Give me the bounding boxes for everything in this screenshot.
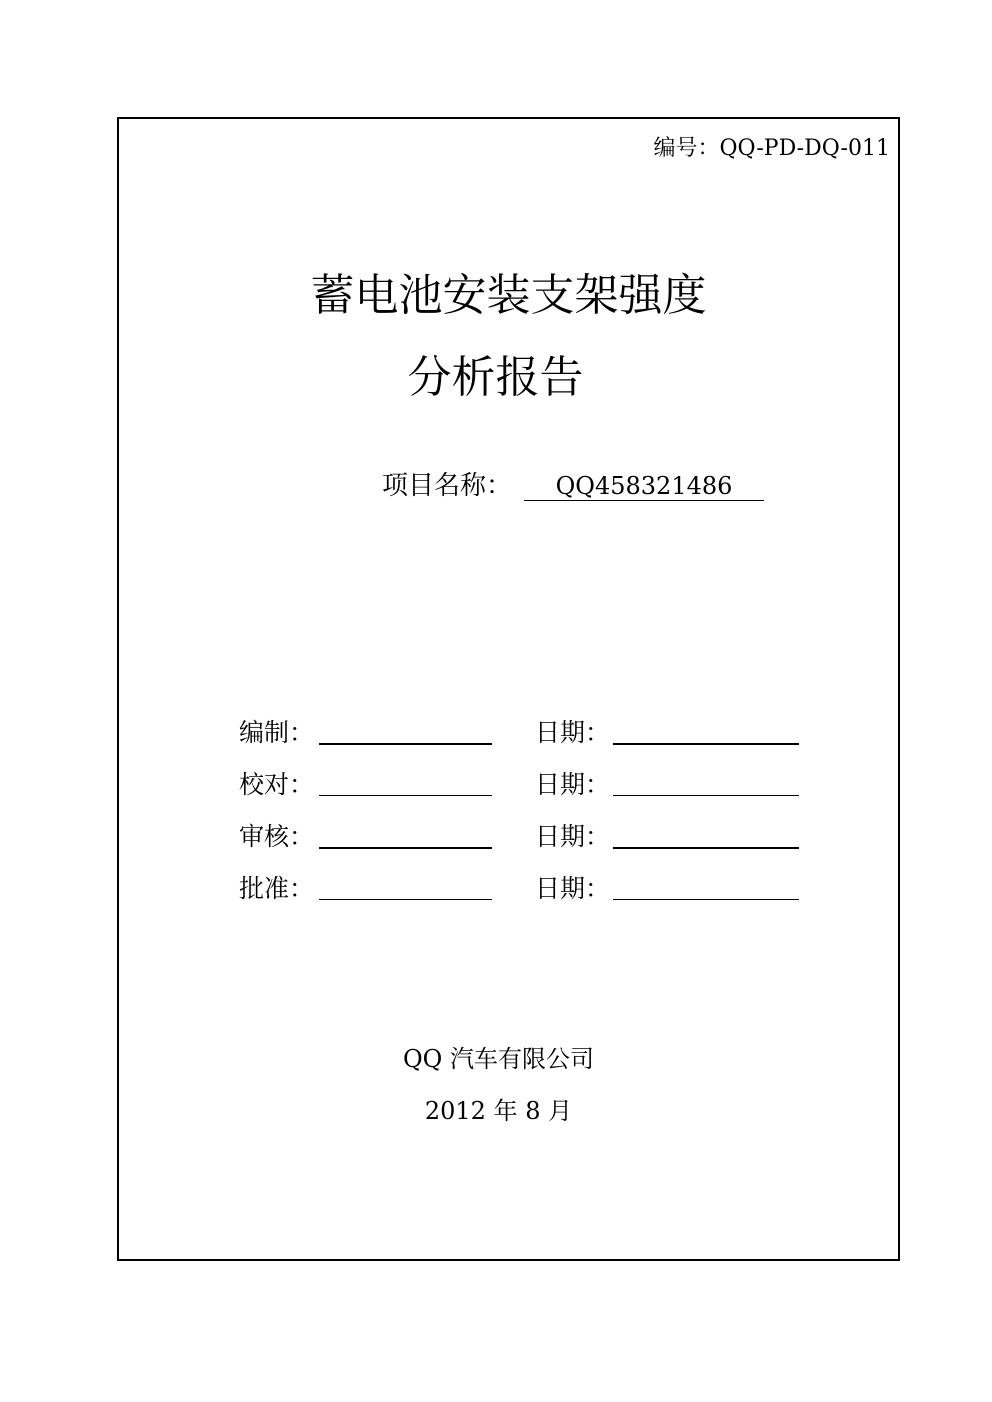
project-name-field: QQ458321486	[524, 472, 764, 501]
company-name: QQ 汽车有限公司	[403, 1045, 594, 1073]
signature-label: 校对：	[239, 770, 315, 799]
signature-line	[319, 743, 492, 745]
project-name-row	[382, 465, 764, 502]
date-line	[613, 743, 799, 745]
date-line	[613, 795, 799, 796]
signature-row-compile	[239, 713, 799, 749]
date-label: 日期：	[535, 770, 611, 799]
signature-row-proofread	[239, 765, 799, 801]
document-number: 编号：QQ-PD-DQ-011	[653, 136, 890, 161]
date-label: 日期：	[535, 822, 611, 851]
document-frame	[117, 117, 900, 1261]
signature-label: 批准：	[239, 874, 315, 903]
signature-row-review	[239, 817, 799, 853]
signature-line	[319, 795, 492, 796]
date-label: 日期：	[535, 718, 611, 747]
signature-label: 审核：	[239, 822, 315, 851]
date-line	[613, 899, 799, 900]
project-name-label: 项目名称：	[382, 471, 513, 501]
signature-row-approve	[239, 869, 799, 905]
signature-line	[319, 899, 492, 900]
title-line-1: 蓄电池安装支架强度	[310, 270, 707, 321]
signature-label: 编制：	[239, 718, 315, 747]
date-label: 日期：	[535, 874, 611, 903]
issue-date: 2012 年 8 月	[424, 1097, 573, 1125]
title-line-2: 分析报告	[407, 352, 584, 403]
date-line	[613, 847, 799, 849]
signature-line	[319, 847, 492, 849]
